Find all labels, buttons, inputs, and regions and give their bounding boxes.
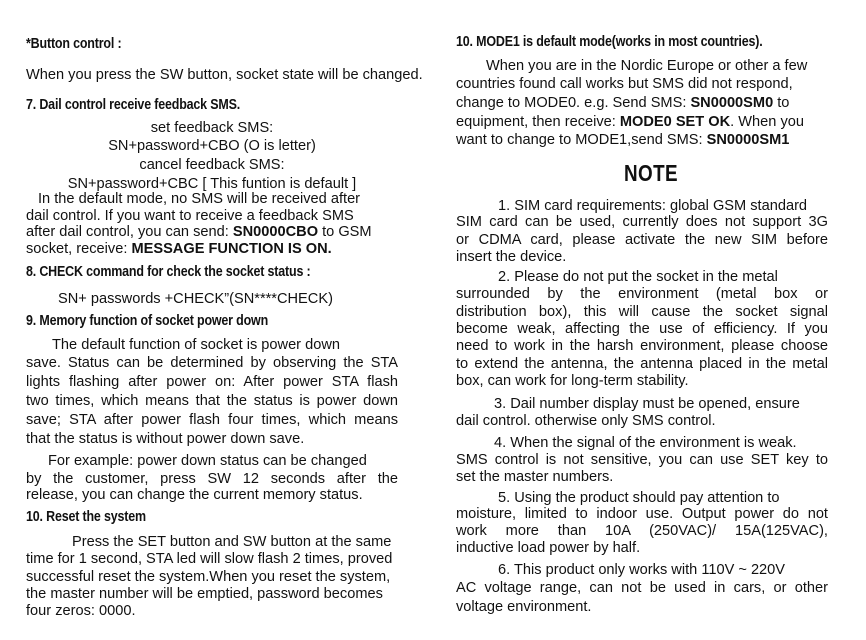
section-10-line: time for 1 second, STA led will slow flash 2 times, proved — [26, 551, 393, 567]
command-code: SN0000CBO — [232, 224, 319, 240]
section-9-line: that the status is without power down save. — [26, 431, 305, 447]
check-command: SN+ passwords +CHECK”(SN****CHECK) — [58, 291, 333, 307]
note-line: insert the device. — [456, 249, 567, 265]
note-line: AC voltage range, can not be used in cars, or other — [456, 580, 828, 596]
note-line: or CDMA card, please activate the new SIM before — [456, 232, 828, 248]
note-line: to extend the antenna, the antenna placed in the metal — [456, 356, 828, 372]
button-control-text: When you press the SW button, socket state will be changed. — [26, 67, 423, 83]
note-line: distribution box), this will cause the socket signal — [456, 304, 828, 320]
section-9-line: For example: power down status can be changed — [48, 453, 367, 469]
button-control-heading: *Button control : — [26, 36, 122, 52]
note-line: work more than 10A (250VAC)/ 15A(125VAC), — [456, 523, 828, 539]
note-line: moisture, limited to indoor use. Output power do not — [456, 506, 828, 522]
section-9-line: by the customer, press SW 12 seconds after the — [26, 471, 398, 487]
section-9-line: The default function of socket is power down — [52, 337, 340, 353]
section-9-line: lights flashing after power on: After power STA flash — [26, 374, 398, 390]
command-code: SN0000SM1 — [706, 132, 790, 148]
section-9-line: save. Status can be determined by observing the STA — [26, 355, 398, 371]
note-line: 2. Please do not put the socket in the metal — [498, 269, 778, 285]
mode-heading: 10. MODE1 is default mode(works in most countries). — [456, 34, 763, 50]
section-7-paragraph-line: after dail control, you can send: SN0000CBO to GSM — [26, 224, 372, 240]
mode-line: equipment, then receive: MODE0 SET OK. When you — [456, 114, 804, 130]
section-9-heading: 9. Memory function of socket power down — [26, 313, 269, 329]
mode-line: countries found call works but SMS did not respond, — [456, 76, 793, 92]
section-7-paragraph-line: In the default mode, no SMS will be received after — [38, 191, 361, 207]
section-7-heading: 7. Dail control receive feedback SMS. — [26, 97, 241, 113]
section-9-line: release, you can change the current memory status. — [26, 487, 363, 503]
note-line: need to work in the harsh environment, please choose — [456, 338, 828, 354]
section-10-line: Press the SET button and SW button at the same — [72, 534, 392, 550]
note-title: NOTE — [623, 160, 679, 186]
note-line: voltage environment. — [456, 599, 592, 615]
section-8-heading: 8. CHECK command for check the socket status : — [26, 264, 311, 280]
section-7-paragraph-line: dail control. If you want to receive a feedback SMS — [26, 208, 354, 224]
cancel-feedback-command: SN+password+CBC [ This funtion is default ] — [67, 176, 357, 192]
note-line: 6. This product only works with 110V ~ 220V — [498, 562, 786, 578]
mode-line: change to MODE0. e.g. Send SMS: SN0000SM0 to — [456, 95, 790, 111]
command-code: SN0000SM0 — [690, 95, 774, 111]
section-9-line: two times, which means that the status is power down — [26, 393, 398, 409]
note-line: dail control. otherwise only SMS control. — [456, 413, 716, 429]
note-line: 4. When the signal of the environment is weak. — [494, 435, 797, 451]
confirmation-message: MODE0 SET OK — [619, 114, 731, 130]
set-feedback-command: SN+password+CBO (O is letter) — [108, 138, 316, 154]
mode-line: When you are in the Nordic Europe or other a few — [486, 58, 808, 74]
note-line: box, can work for long-term stability. — [456, 373, 689, 389]
confirmation-message: MESSAGE FUNCTION IS ON. — [131, 241, 332, 257]
note-line: become weak, affecting the use of efficiency. If you — [456, 321, 828, 337]
note-line: SMS control is not sensitive, you can use SET key to — [456, 452, 828, 468]
section-9-line: save; STA after power flash four times, which means — [26, 412, 398, 428]
note-line: set the master numbers. — [456, 469, 614, 485]
section-10-line: the master number will be emptied, password becomes — [26, 586, 383, 602]
note-line: inductive load power by half. — [456, 540, 641, 556]
note-line: 3. Dail number display must be opened, ensure — [494, 396, 800, 412]
cancel-feedback-label: cancel feedback SMS: — [139, 157, 285, 173]
section-10-heading: 10. Reset the system — [26, 509, 146, 525]
note-line: surrounded by the environment (metal box or — [456, 286, 828, 302]
note-line: 5. Using the product should pay attention to — [498, 490, 780, 506]
mode-line: want to change to MODE1,send SMS: SN0000SM1 — [456, 132, 790, 148]
section-7-paragraph-line: socket, receive: MESSAGE FUNCTION IS ON. — [26, 241, 332, 257]
note-line: SIM card can be used, currently does not support 3G — [456, 214, 828, 230]
section-10-line: successful reset the system.When you reset the system, — [26, 569, 391, 585]
section-10-line: four zeros: 0000. — [26, 603, 136, 619]
note-line: 1. SIM card requirements: global GSM standard — [498, 198, 808, 214]
set-feedback-label: set feedback SMS: — [150, 120, 274, 136]
